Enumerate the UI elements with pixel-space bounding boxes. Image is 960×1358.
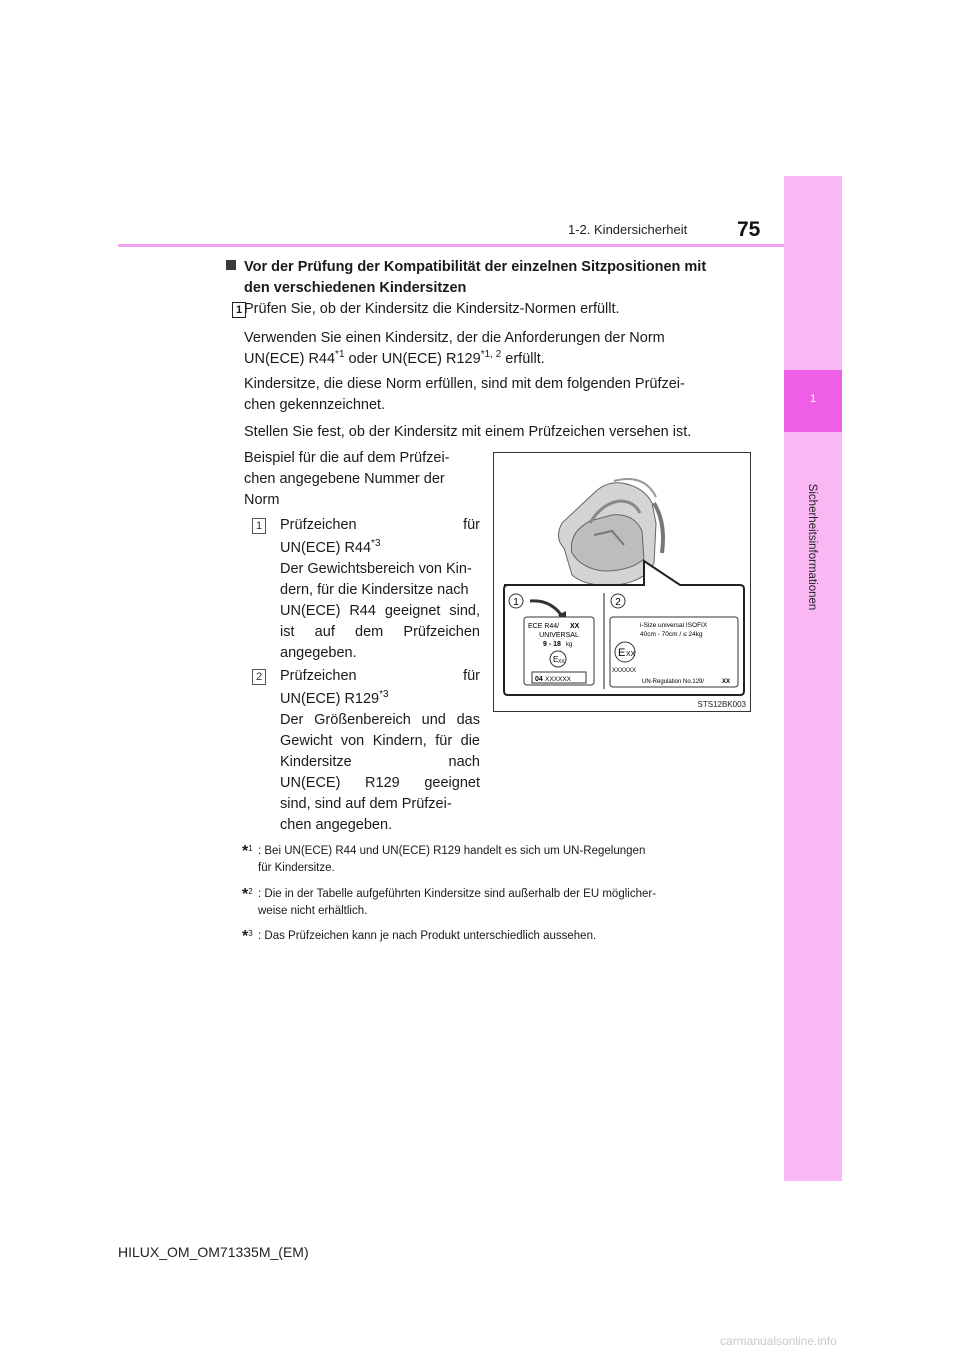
r44-unit: kg — [566, 642, 573, 648]
heading-line-1: Vor der Prüfung der Kompatibilität der einzelnen Sitzpositionen mit — [244, 259, 707, 275]
r129-line-1: i-Size universal ISOFIX — [640, 622, 708, 629]
item-2-number: 2 — [252, 669, 266, 685]
r44-line-1: ECE R44/ — [528, 623, 560, 630]
paragraph-3: Stellen Sie fest, ob der Kindersitz mit einem Prüfzeichen versehen ist. — [244, 424, 692, 440]
r44-code-a: 04 — [535, 676, 543, 683]
document-id: HILUX_OM_OM71335M_(EM) — [118, 1244, 309, 1260]
item-2-line-8: chen angegeben. — [280, 817, 393, 833]
paragraph-4-line-2: chen angegebene Nummer der — [244, 471, 445, 487]
item-2-line-2: UN(ECE) R129$^{*3}$ — [280, 689, 389, 707]
r129-reg-xx: XX — [722, 679, 731, 685]
item-2-line-1: Prüfzeichen für — [280, 668, 480, 684]
item-1-line-4: dern, für die Kindersitze nach — [280, 582, 469, 598]
item-1-line-1: Prüfzeichen für — [280, 517, 480, 533]
item-2-line-4: Gewicht von Kindern, für die — [280, 733, 480, 749]
r129-line-2: 40cm - 70cm / ≤ 24kg — [640, 631, 703, 638]
item-1-line-2: UN(ECE) R44$^{*3}$ — [280, 538, 381, 556]
item-1-line-5: UN(ECE) R44 geeignet sind, — [280, 603, 480, 619]
watermark: carmanualsonline.info — [720, 1334, 837, 1348]
r129-e-sub: XX — [626, 651, 636, 658]
paragraph-1-line-1: Verwenden Sie einen Kindersitz, der die Anforderungen der Norm — [244, 330, 665, 346]
paragraph-2-line-1: Kindersitze, die diese Norm erfüllen, sind mit dem folgenden Prüfzei- — [244, 376, 685, 392]
r129-reg: UN-Regulation No.129/ — [642, 679, 705, 685]
footnote-3: *$^3$ : Das Prüfzeichen kann je nach Produkt unterschiedlich aussehen. — [242, 928, 597, 945]
approval-mark-figure — [493, 452, 751, 712]
paragraph-1-line-2: UN(ECE) R44$^{*1}$ oder UN(ECE) R129$^{*1, 2}$ erfüllt. — [244, 349, 545, 367]
r129-code: XXXXXX — [612, 668, 637, 674]
header-rule — [118, 244, 784, 247]
chapter-number: 1 — [809, 393, 817, 405]
chapter-label: Sicherheitsinformationen — [806, 483, 818, 611]
r44-line-3: 9 - 18 — [543, 641, 561, 648]
item-1-number: 1 — [252, 518, 266, 534]
item-1-line-6: ist auf dem Prüfzeichen — [280, 624, 480, 640]
figure-code: STS12BK003 — [697, 700, 746, 709]
footnote-1: *$^1$ : Bei UN(ECE) R44 und UN(ECE) R129 handelt es sich um UN-Regelungen für Kindersitze. — [242, 843, 646, 874]
item-1-line-7: angegeben. — [280, 645, 357, 661]
item-2-line-5: Kindersitze nach — [280, 754, 480, 770]
paragraph-4-line-3: Norm — [244, 492, 280, 508]
section-title: 1-2. Kindersicherheit — [568, 222, 688, 237]
r44-line-2: UNIVERSAL — [539, 632, 579, 639]
r129-e: E — [618, 647, 626, 659]
chapter-side-tab — [784, 176, 842, 1181]
item-2-line-3: Der Größenbereich und das — [280, 712, 480, 728]
paragraph-2-line-2: chen gekennzeichnet. — [244, 397, 386, 413]
r44-e: E — [553, 655, 559, 664]
bullet-square-icon — [226, 260, 236, 270]
footnote-2: *$^2$ : Die in der Tabelle aufgeführten Kindersitze sind außerhalb der EU möglicher- weise nicht erhältlich. — [242, 886, 657, 917]
callout-1-label: 1 — [513, 597, 519, 608]
page-number: 75 — [737, 218, 761, 241]
child-seat-illustration — [494, 453, 750, 711]
item-1-line-3: Der Gewichtsbereich von Kin- — [280, 561, 472, 577]
paragraph-4-line-1: Beispiel für die auf dem Prüfzei- — [244, 450, 450, 466]
step-number: 1 — [232, 302, 246, 318]
r44-xx: XX — [570, 623, 580, 630]
item-2-line-7: sind, sind auf dem Prüfzei- — [280, 796, 452, 812]
item-2-line-6: UN(ECE) R129 geeignet — [280, 775, 480, 791]
section-heading — [226, 257, 748, 299]
callout-2-label: 2 — [615, 597, 621, 608]
r44-code-b: XXXXXX — [545, 676, 572, 683]
step-text: Prüfen Sie, ob der Kindersitz die Kindersitz-Normen erfüllt. — [244, 301, 620, 317]
heading-line-2: den verschiedenen Kindersitzen — [244, 280, 467, 296]
r44-e-sub: XX — [558, 659, 565, 665]
